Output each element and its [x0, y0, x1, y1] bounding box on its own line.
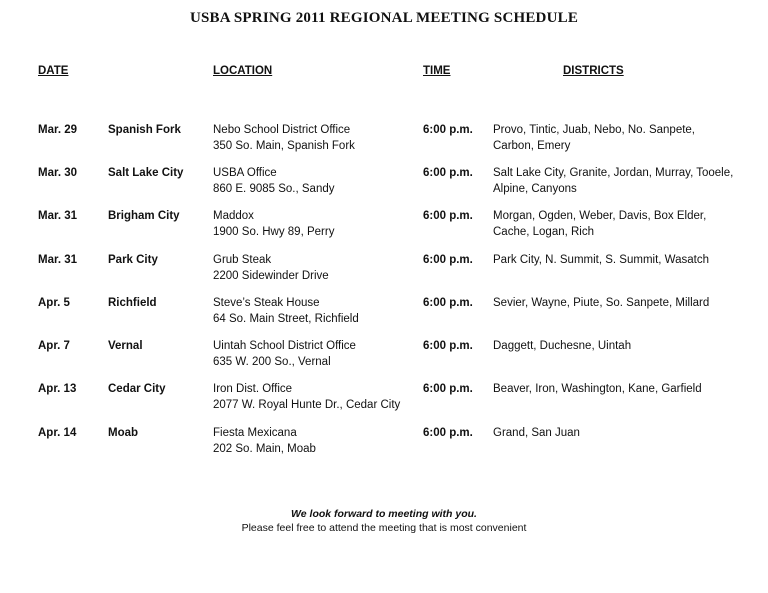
location-address: 1900 So. Hwy 89, Perry: [213, 226, 335, 238]
meeting-location: [213, 425, 413, 457]
meeting-time: 6:00 p.m.: [423, 210, 473, 222]
districts-line: Salt Lake City, Granite, Jordan, Murray, Tooele,: [493, 167, 734, 179]
meeting-districts: [493, 295, 753, 311]
meeting-city: Cedar City: [108, 383, 166, 395]
location-name: USBA Office: [213, 167, 277, 179]
districts-line: Morgan, Ogden, Weber, Davis, Box Elder,: [493, 210, 707, 222]
meeting-location: [213, 252, 413, 284]
location-name: Iron Dist. Office: [213, 383, 293, 395]
districts-line: Provo, Tintic, Juab, Nebo, No. Sanpete,: [493, 124, 696, 136]
location-name: Fiesta Mexicana: [213, 427, 297, 439]
table-row: [0, 338, 768, 378]
meeting-date: Apr. 7: [38, 340, 70, 352]
location-address: 2200 Sidewinder Drive: [213, 270, 329, 282]
districts-line: Cache, Logan, Rich: [493, 226, 595, 238]
meeting-city: Richfield: [108, 297, 157, 309]
table-row: [0, 381, 768, 421]
header-location: LOCATION: [213, 65, 273, 77]
districts-line: Daggett, Duchesne, Uintah: [493, 340, 632, 352]
meeting-location: [213, 338, 413, 370]
meeting-time: 6:00 p.m.: [423, 427, 473, 439]
districts-line: Park City, N. Summit, S. Summit, Wasatch: [493, 254, 709, 266]
location-address: 860 E. 9085 So., Sandy: [213, 183, 335, 195]
meeting-time: 6:00 p.m.: [423, 340, 473, 352]
location-address: 64 So. Main Street, Richfield: [213, 313, 359, 325]
location-name: Steve’s Steak House: [213, 297, 320, 309]
meeting-districts: [493, 381, 753, 397]
meeting-districts: [493, 208, 753, 240]
meeting-city: Moab: [108, 427, 139, 439]
meeting-date: Mar. 30: [38, 167, 77, 179]
districts-line: Grand, San Juan: [493, 427, 580, 439]
meeting-location: [213, 381, 428, 413]
location-address: 635 W. 200 So., Vernal: [213, 356, 331, 368]
districts-line: Sevier, Wayne, Piute, So. Sanpete, Millard: [493, 297, 710, 309]
meeting-time: 6:00 p.m.: [423, 254, 473, 266]
meeting-location: [213, 208, 413, 240]
meeting-time: 6:00 p.m.: [423, 297, 473, 309]
meeting-date: Apr. 14: [38, 427, 77, 439]
table-row: [0, 208, 768, 248]
meeting-time: 6:00 p.m.: [423, 383, 473, 395]
meeting-districts: [493, 425, 753, 441]
location-name: Nebo School District Office: [213, 124, 351, 136]
header-districts: DISTRICTS: [563, 65, 624, 77]
meeting-time: 6:00 p.m.: [423, 124, 473, 136]
location-address: 2077 W. Royal Hunte Dr., Cedar City: [213, 399, 401, 411]
meeting-date: Apr. 5: [38, 297, 70, 309]
meeting-date: Apr. 13: [38, 383, 77, 395]
header-date: DATE: [38, 65, 69, 77]
meeting-date: Mar. 29: [38, 124, 77, 136]
meeting-location: [213, 122, 413, 154]
meeting-districts: [493, 252, 753, 268]
meeting-city: Park City: [108, 254, 158, 266]
meeting-districts: [493, 338, 753, 354]
table-row: [0, 122, 768, 162]
meeting-date: Mar. 31: [38, 210, 77, 222]
districts-line: Alpine, Canyons: [493, 183, 577, 195]
meeting-location: [213, 165, 413, 197]
districts-line: Carbon, Emery: [493, 140, 571, 152]
meeting-districts: [493, 122, 753, 154]
header-time: TIME: [423, 65, 451, 77]
meeting-city: Vernal: [108, 340, 143, 352]
table-row: [0, 425, 768, 465]
meeting-location: [213, 295, 413, 327]
table-row: [0, 165, 768, 205]
location-address: 202 So. Main, Moab: [213, 443, 316, 455]
meeting-city: Brigham City: [108, 210, 180, 222]
footer-tagline: We look forward to meeting with you.: [291, 508, 477, 520]
location-name: Maddox: [213, 210, 254, 222]
meeting-time: 6:00 p.m.: [423, 167, 473, 179]
meeting-city: Spanish Fork: [108, 124, 181, 136]
footer-note: Please feel free to attend the meeting that is most convenient: [241, 522, 527, 534]
meeting-date: Mar. 31: [38, 254, 77, 266]
districts-line: Beaver, Iron, Washington, Kane, Garfield: [493, 383, 702, 395]
table-row: [0, 295, 768, 335]
meeting-city: Salt Lake City: [108, 167, 184, 179]
location-address: 350 So. Main, Spanish Fork: [213, 140, 355, 152]
meeting-districts: [493, 165, 753, 197]
location-name: Grub Steak: [213, 254, 272, 266]
page-title: USBA SPRING 2011 REGIONAL MEETING SCHEDULE: [189, 10, 579, 26]
location-name: Uintah School District Office: [213, 340, 356, 352]
table-row: [0, 252, 768, 292]
